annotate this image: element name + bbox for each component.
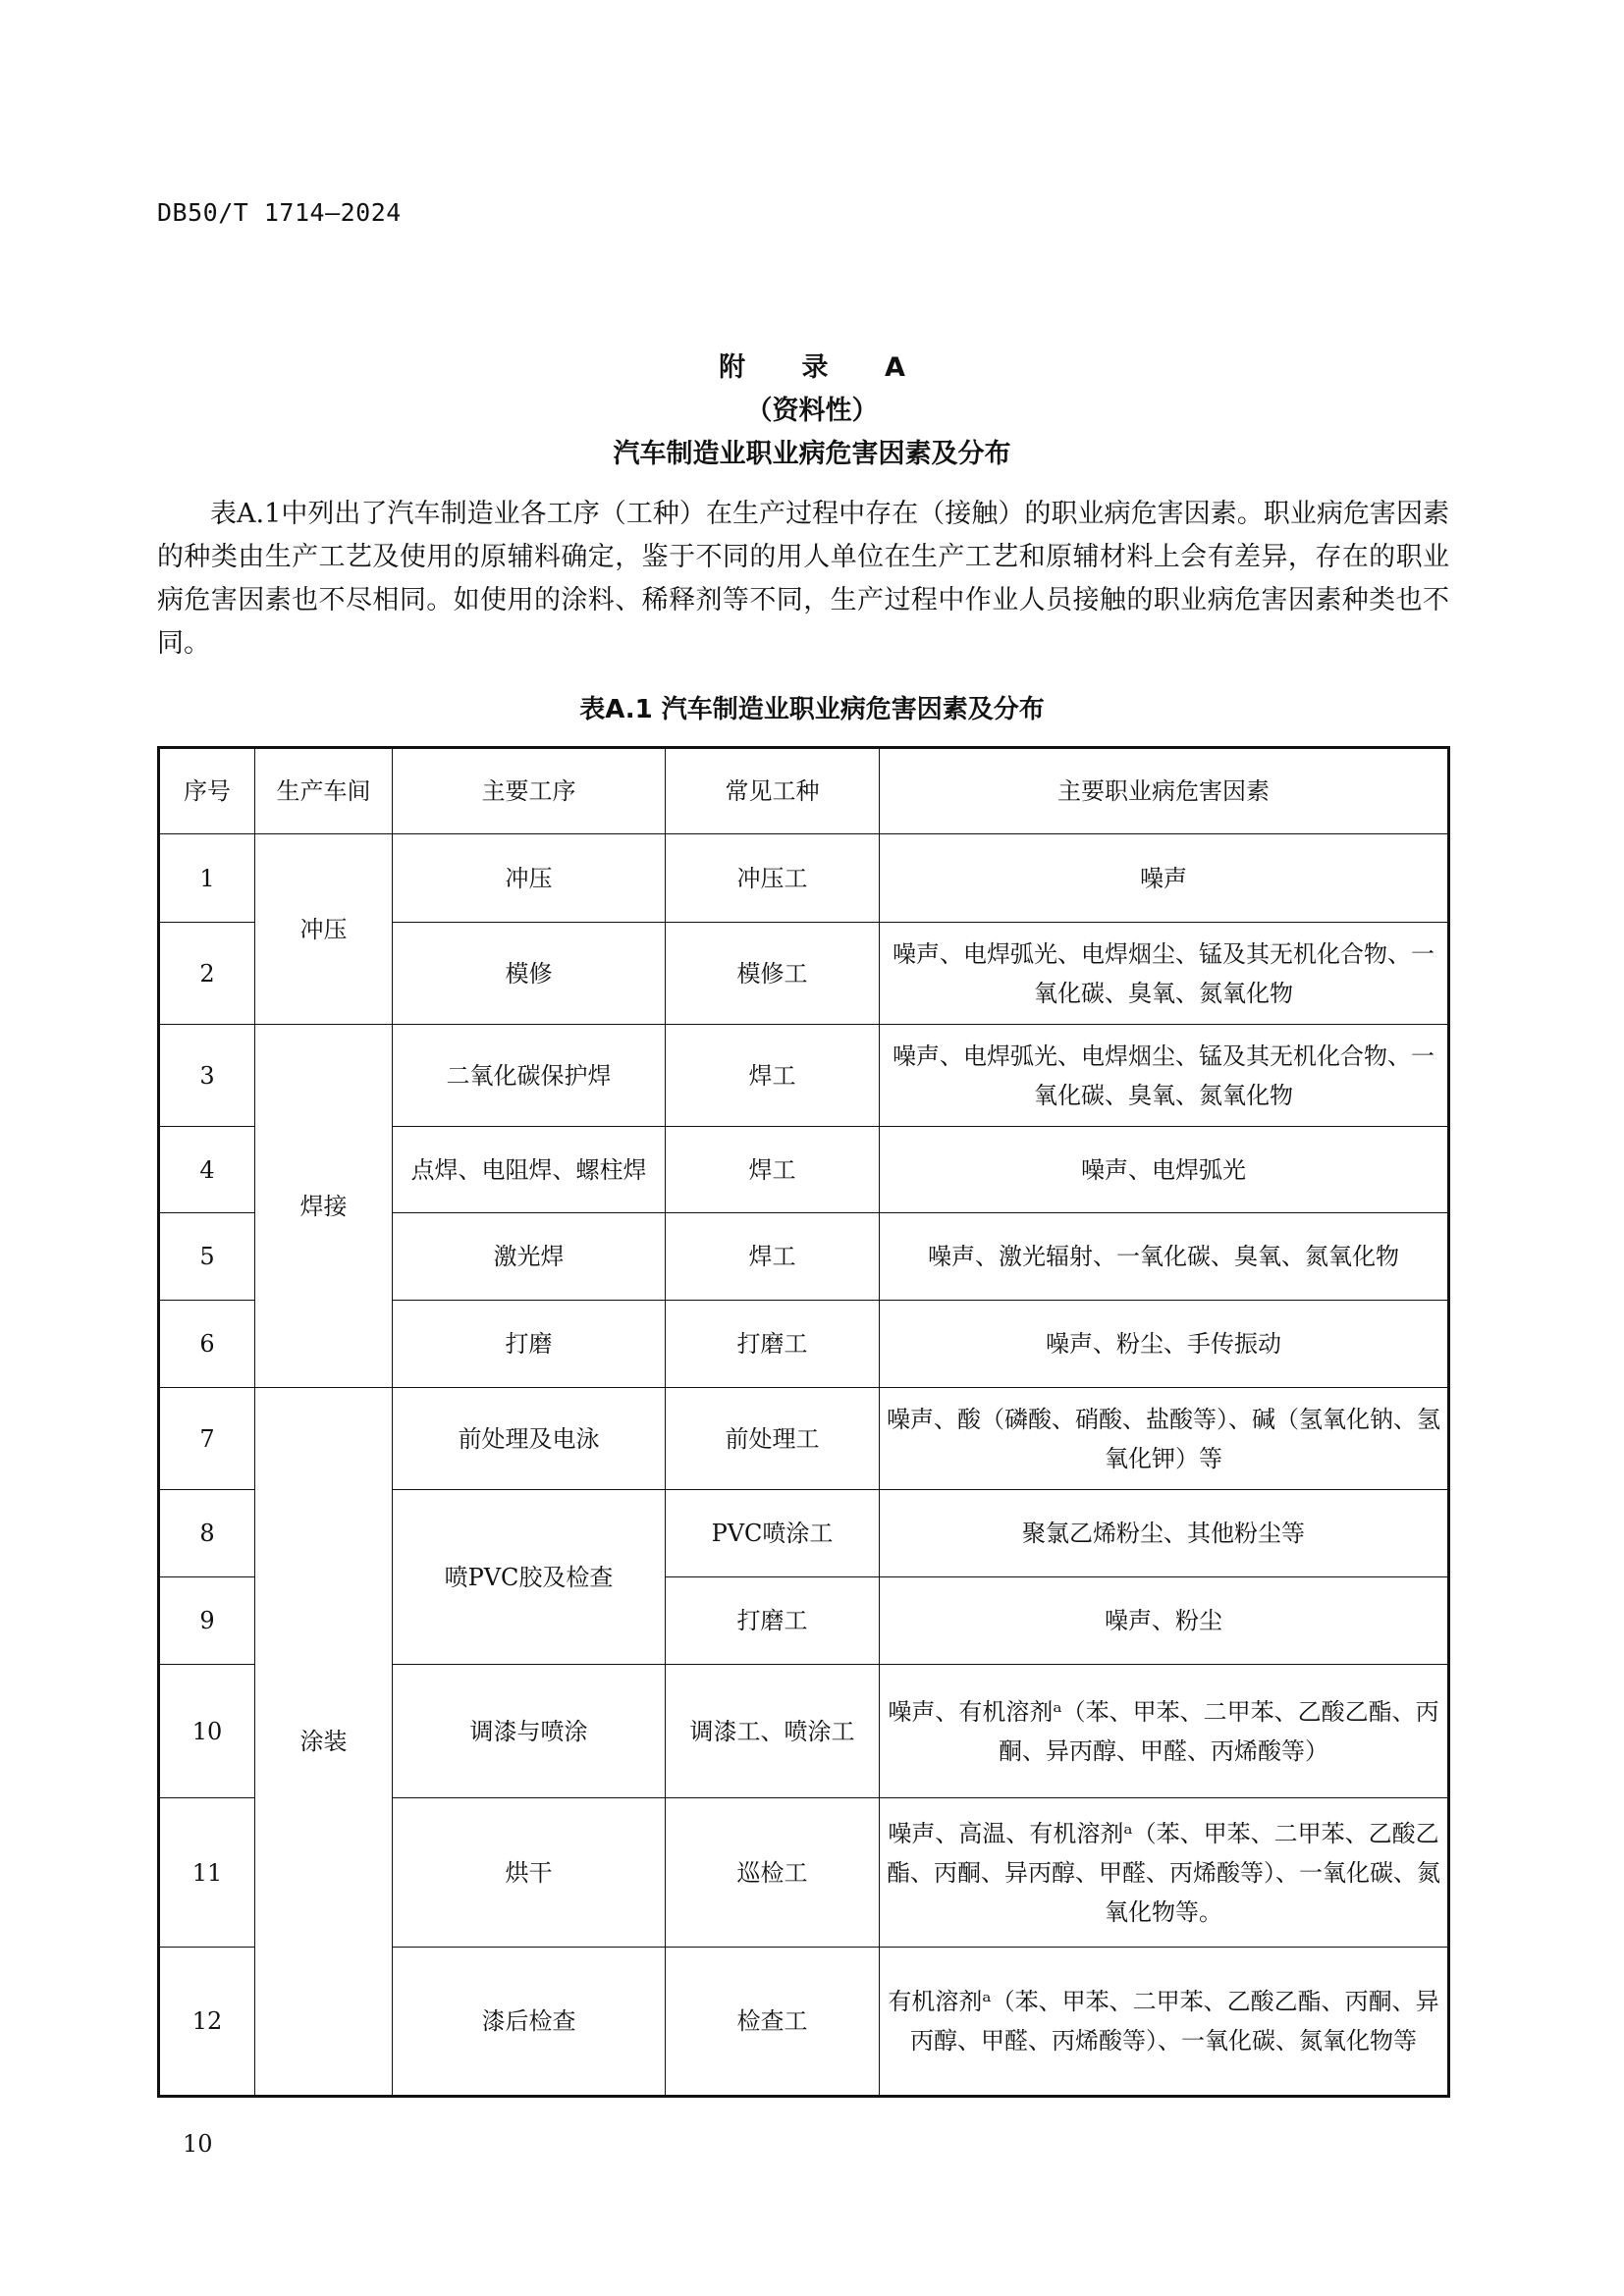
row-number: 2 (159, 923, 255, 1025)
job-cell: 打磨工 (666, 1301, 880, 1388)
row-number: 7 (159, 1388, 255, 1490)
job-cell: 巡检工 (666, 1798, 880, 1948)
workshop-cell: 涂装 (255, 1388, 393, 2097)
process-cell: 打磨 (393, 1301, 666, 1388)
row-number: 5 (159, 1213, 255, 1301)
job-cell: 焊工 (666, 1213, 880, 1301)
row-number: 6 (159, 1301, 255, 1388)
header-cell-no: 序号 (159, 748, 255, 834)
job-cell: 冲压工 (666, 834, 880, 923)
process-cell: 前处理及电泳 (393, 1388, 666, 1490)
row-number: 4 (159, 1127, 255, 1213)
header-cell-process: 主要工序 (393, 748, 666, 834)
table-header-row (159, 748, 1449, 834)
row-number: 8 (159, 1490, 255, 1577)
hazards-cell: 噪声、电焊弧光 (880, 1127, 1449, 1213)
hazard-table (157, 746, 1450, 2098)
document-code: DB50/T 1714—2024 (157, 198, 402, 227)
page-number: 10 (183, 2130, 213, 2158)
row-number: 9 (159, 1577, 255, 1665)
row-number: 1 (159, 834, 255, 923)
process-cell: 点焊、电阻焊、螺柱焊 (393, 1127, 666, 1213)
table-caption: 表A.1 汽车制造业职业病危害因素及分布 (579, 695, 1045, 724)
job-cell: 焊工 (666, 1025, 880, 1127)
process-cell: 模修 (393, 923, 666, 1025)
hazards-cell: 噪声、酸（磷酸、硝酸、盐酸等）、碱（氢氧化钠、氢氧化钾）等 (880, 1388, 1449, 1490)
process-cell: 激光焊 (393, 1213, 666, 1301)
job-cell: 前处理工 (666, 1388, 880, 1490)
table-row (159, 1025, 1449, 1127)
hazards-cell: 噪声、粉尘 (880, 1577, 1449, 1665)
workshop-cell: 冲压 (255, 834, 393, 1025)
process-cell: 二氧化碳保护焊 (393, 1025, 666, 1127)
hazards-cell: 噪声、激光辐射、一氧化碳、臭氧、氮氧化物 (880, 1213, 1449, 1301)
row-number: 11 (159, 1798, 255, 1948)
hazards-cell: 噪声 (880, 834, 1449, 923)
appendix-title: 附 录 A (719, 352, 929, 383)
appendix-heading: 汽车制造业职业病危害因素及分布 (613, 439, 1011, 469)
header-cell-hazards: 主要职业病危害因素 (880, 748, 1449, 834)
hazards-cell: 噪声、粉尘、手传振动 (880, 1301, 1449, 1388)
hazards-cell: 噪声、电焊弧光、电焊烟尘、锰及其无机化合物、一氧化碳、臭氧、氮氧化物 (880, 1025, 1449, 1127)
job-cell: 检查工 (666, 1948, 880, 2097)
process-cell: 调漆与喷涂 (393, 1665, 666, 1798)
job-cell: 焊工 (666, 1127, 880, 1213)
appendix-nature: （资料性） (745, 396, 879, 426)
job-cell: PVC喷涂工 (666, 1490, 880, 1577)
table-row (159, 834, 1449, 923)
process-cell: 烘干 (393, 1798, 666, 1948)
hazards-cell: 噪声、电焊弧光、电焊烟尘、锰及其无机化合物、一氧化碳、臭氧、氮氧化物 (880, 923, 1449, 1025)
intro-paragraph: 表A.1中列出了汽车制造业各工序（工种）在生产过程中存在（接触）的职业病危害因素。职业病危害因素的种类由生产工艺及使用的原辅料确定，鉴于不同的用人单位在生产工艺和原辅材料上会有差异，存在的职业病危害因素也不尽相同。如使用的涂料、稀释剂等不同，生产过程中作业人员接触的职业病危害因素种类也不同。 (157, 499, 1449, 659)
header-cell-workshop: 生产车间 (255, 748, 393, 834)
hazards-cell: 有机溶剂ᵃ（苯、甲苯、二甲苯、乙酸乙酯、丙酮、异丙醇、甲醛、丙烯酸等）、一氧化碳、氮氧化物等 (880, 1948, 1449, 2097)
hazards-cell: 噪声、有机溶剂ᵃ（苯、甲苯、二甲苯、乙酸乙酯、丙酮、异丙醇、甲醛、丙烯酸等） (880, 1665, 1449, 1798)
hazards-cell: 聚氯乙烯粉尘、其他粉尘等 (880, 1490, 1449, 1577)
header-cell-job: 常见工种 (666, 748, 880, 834)
job-cell: 调漆工、喷涂工 (666, 1665, 880, 1798)
hazards-cell: 噪声、高温、有机溶剂ᵃ（苯、甲苯、二甲苯、乙酸乙酯、丙酮、异丙醇、甲醛、丙烯酸等）、一氧化碳、氮氧化物等。 (880, 1798, 1449, 1948)
table-row (159, 1388, 1449, 1490)
job-cell: 打磨工 (666, 1577, 880, 1665)
job-cell: 模修工 (666, 923, 880, 1025)
process-cell: 冲压 (393, 834, 666, 923)
process-cell: 漆后检查 (393, 1948, 666, 2097)
row-number: 10 (159, 1665, 255, 1798)
process-cell: 喷PVC胶及检查 (393, 1490, 666, 1665)
row-number: 12 (159, 1948, 255, 2097)
workshop-cell: 焊接 (255, 1025, 393, 1388)
row-number: 3 (159, 1025, 255, 1127)
